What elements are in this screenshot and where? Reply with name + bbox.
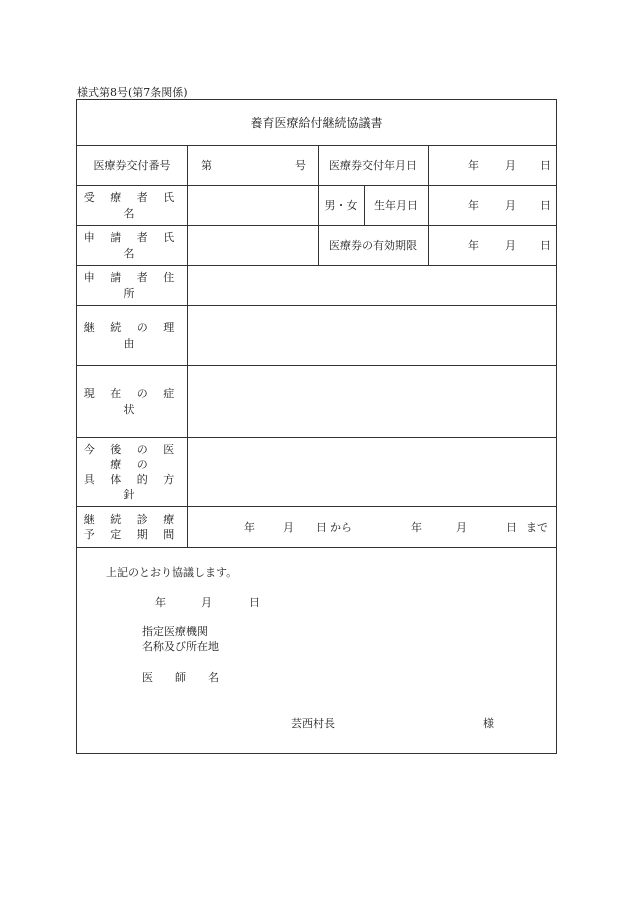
applicant-address-label: 申 請 者 住 所	[83, 271, 181, 300]
form-number: 様式第8号(第7条関係)	[77, 86, 188, 99]
institution-label-line2: 名称及び所在地	[142, 640, 219, 653]
symptoms-field[interactable]	[187, 365, 556, 437]
from-text: から	[330, 520, 352, 534]
period-label-line1: 継 続 診 療	[83, 512, 181, 526]
policy-field[interactable]	[187, 437, 556, 506]
reason-label: 継 続 の 理 由	[83, 321, 181, 350]
year-unit: 年	[155, 596, 166, 609]
certificate-number-prefix: 第	[201, 159, 212, 172]
applicant-name-field[interactable]	[187, 225, 318, 265]
issue-date-field[interactable]	[428, 145, 556, 185]
patient-name-label: 受 療 者 氏 名	[83, 191, 181, 220]
reason-field[interactable]	[187, 305, 556, 365]
policy-label-line1: 今 後 の 医 療 の	[83, 442, 181, 471]
day-unit: 日	[506, 520, 517, 534]
birth-date-field[interactable]	[428, 185, 556, 225]
row-divider	[77, 547, 556, 548]
month-unit: 月	[456, 520, 467, 534]
day-unit: 日	[540, 159, 551, 172]
year-unit: 年	[468, 159, 479, 172]
applicant-address-field[interactable]	[187, 265, 556, 305]
period-label	[77, 506, 187, 547]
month-unit: 月	[505, 199, 516, 212]
month-unit: 月	[505, 159, 516, 172]
month-unit: 月	[201, 596, 212, 609]
institution-label-line1: 指定医療機関	[142, 625, 208, 638]
birth-date-label: 生年月日	[374, 199, 418, 212]
certificate-number-suffix: 号	[295, 159, 306, 172]
applicant-name-label: 申 請 者 氏 名	[83, 231, 181, 260]
policy-label-line2: 具 体 的 方 針	[83, 472, 181, 501]
issue-date-label: 医療券交付年月日	[329, 159, 417, 172]
consultation-form	[76, 99, 557, 754]
statement: 上記のとおり協議します。	[106, 566, 238, 579]
year-unit: 年	[244, 520, 255, 534]
day-unit: 日	[540, 199, 551, 212]
honorific: 様	[483, 717, 494, 730]
patient-name-field[interactable]	[187, 185, 318, 225]
period-field[interactable]	[187, 506, 556, 547]
month-unit: 月	[505, 239, 516, 252]
validity-label: 医療券の有効期限	[329, 239, 417, 252]
symptoms-label: 現 在 の 症 状	[83, 387, 181, 416]
day-unit: 日	[249, 596, 260, 609]
form-title: 養育医療給付継続協議書	[250, 116, 383, 130]
year-unit: 年	[468, 199, 479, 212]
period-label-line2: 予 定 期 間	[83, 527, 181, 541]
year-unit: 年	[468, 239, 479, 252]
certificate-number-label: 医療券交付番号	[93, 159, 171, 172]
validity-date-field[interactable]	[428, 225, 556, 265]
year-unit: 年	[411, 520, 422, 534]
certificate-number-field[interactable]	[187, 145, 318, 185]
addressee: 芸西村長	[291, 717, 335, 730]
policy-label	[77, 437, 187, 506]
doctor-name-label: 医 師 名	[142, 671, 219, 684]
sex-selector[interactable]: 男・女	[324, 199, 358, 212]
until-text: まで	[526, 520, 548, 534]
day-unit: 日	[540, 239, 551, 252]
day-unit: 日	[316, 520, 327, 534]
month-unit: 月	[283, 520, 294, 534]
